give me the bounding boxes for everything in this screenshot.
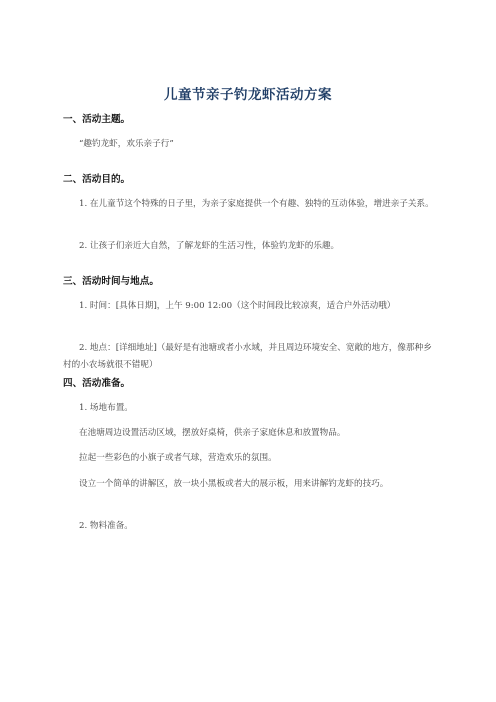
prep-item-1: 1. 场地布置。 (79, 403, 133, 413)
time-item: 1. 时间：[具体日期]，上午 9:00 12:00（这个时间段比较凉爽，适合户外活动哦） (79, 301, 396, 311)
prep-paragraph-seating: 在池塘周边设置活动区域，摆放好桌椅，供亲子家庭休息和放置物品。 (79, 428, 346, 438)
theme-text: “趣钓龙虾，欢乐亲子行” (79, 139, 174, 149)
section-heading-theme: 一、活动主题。 (63, 114, 131, 125)
document-title: 儿童节亲子钓龙虾活动方案 (164, 87, 332, 103)
purpose-item-1: 1. 在儿童节这个特殊的日子里，为亲子家庭提供一个有趣、独特的互动体验，增进亲子关系。 (79, 199, 434, 209)
purpose-item-2: 2. 让孩子们亲近大自然，了解龙虾的生活习性，体验钓龙虾的乐趣。 (79, 241, 340, 251)
prep-paragraph-explanation-area: 设立一个简单的讲解区，放一块小黑板或者大的展示板，用来讲解钓龙虾的技巧。 (79, 479, 389, 489)
section-heading-preparation: 四、活动准备。 (63, 378, 131, 389)
section-heading-time-place: 三、活动时间与地点。 (63, 276, 159, 287)
prep-item-2: 2. 物料准备。 (79, 521, 133, 531)
prep-paragraph-decoration: 拉起一些彩色的小旗子或者气球，营造欢乐的氛围。 (79, 453, 277, 463)
section-heading-purpose: 二、活动目的。 (63, 174, 131, 185)
place-item: 2. 地点：[详细地址]（最好是有池塘或者小水域，并且周边环境安全、宽敞的地方，像那种乡村的小农场就很不错呢） (63, 343, 432, 370)
